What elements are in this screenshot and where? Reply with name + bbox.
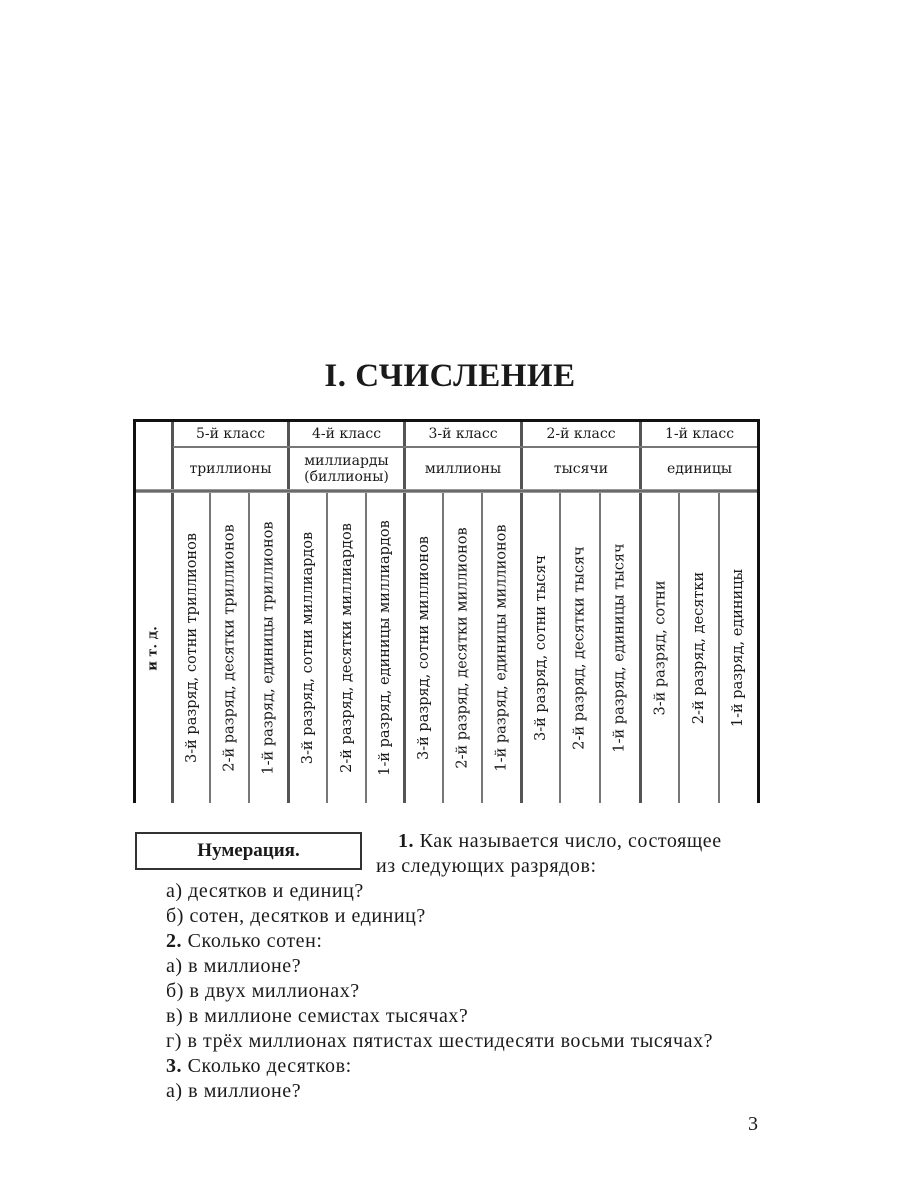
digit-cell (250, 493, 287, 803)
digit-cell (680, 493, 718, 803)
digit-cell (211, 493, 248, 803)
digit-cell (601, 493, 639, 803)
exercise-number: 3. (166, 1055, 183, 1077)
digit-label: 1-й разряд, единицы тысяч (612, 543, 629, 753)
digit-label: 2-й разряд, десятки триллионов (221, 524, 238, 772)
digit-cell (642, 493, 678, 803)
exercise-item: а) в миллионе? (166, 1080, 302, 1102)
etc-cell (136, 493, 171, 803)
digit-label: 1-й разряд, единицы миллионов (493, 524, 510, 772)
class-label: 2-й класс (546, 426, 616, 442)
class-name: миллионы (424, 460, 502, 477)
digit-label: 1-й разряд, единицы миллиардов (377, 520, 393, 776)
class-name-line: миллиарды (304, 452, 389, 469)
digit-label: 3-й разряд, сотни (652, 580, 669, 716)
exercise-item: а) десятков и единиц? (166, 880, 364, 902)
etc-label: и т. д. (146, 625, 161, 671)
class-name: единицы (666, 460, 733, 477)
exercise-3-line (166, 1055, 352, 1078)
digit-label: 3-й разряд, сотни тысяч (533, 554, 550, 742)
exercise-text: Сколько сотен: (187, 930, 323, 952)
exercise-item: б) сотен, десятков и единиц? (166, 905, 426, 927)
section-heading-box: Нумерация. (135, 832, 362, 870)
digit-label: 2-й разряд, десятки миллионов (454, 527, 471, 769)
chapter-title: I. СЧИСЛЕНИЕ (324, 358, 576, 394)
exercise-2-line (166, 930, 322, 953)
exercise-text: Как называется число, состоящее (419, 830, 722, 852)
class-name (290, 448, 403, 489)
class-label: 1-й класс (664, 426, 735, 442)
class-name: триллионы (189, 460, 272, 477)
digit-cell (444, 493, 481, 803)
digit-cell (483, 493, 520, 803)
exercise-1-line: из следующих разрядов: (376, 855, 597, 877)
digit-label: 3-й разряд, сотни триллионов (183, 533, 200, 763)
exercise-item: б) в двух миллионах? (166, 980, 360, 1002)
digit-label: 3-й разряд, сотни миллиардов (300, 531, 316, 765)
digit-cell (367, 493, 403, 803)
digit-label: 2-й разряд, десятки миллиардов (338, 523, 355, 773)
digit-cell (174, 493, 209, 803)
digit-label: 1-й разряд, единицы (730, 568, 747, 728)
digit-label: 2-й разряд, десятки тысяч (572, 546, 588, 750)
exercise-number: 2. (166, 930, 183, 952)
digit-cell (523, 493, 559, 803)
digit-cell (720, 493, 757, 803)
class-label: 5-й класс (195, 426, 266, 442)
class-name: тысячи (553, 460, 609, 477)
digit-cell (328, 493, 365, 803)
digit-cell (406, 493, 442, 803)
exercise-item: а) в миллионе? (166, 955, 302, 977)
exercise-1-line (398, 830, 722, 853)
exercise-item: в) в миллионе семистах тысячах? (166, 1005, 469, 1027)
class-label: 4-й класс (311, 426, 382, 442)
digit-label: 3-й разряд, сотни миллионов (416, 536, 432, 760)
digit-label: 1-й разряд, единицы триллионов (260, 521, 277, 775)
exercise-text: Сколько десятков: (187, 1055, 352, 1077)
digit-cell (561, 493, 599, 803)
table-border-right (757, 419, 760, 803)
class-label: 3-й класс (428, 426, 498, 442)
page-number: 3 (748, 1113, 758, 1135)
exercise-item: г) в трёх миллионах пятистах шестидесяти восьми тысячах? (166, 1030, 714, 1052)
digit-label: 2-й разряд, десятки (691, 571, 707, 725)
class-name-line: (биллионы) (304, 468, 389, 485)
digit-cell (290, 493, 326, 803)
exercise-number: 1. (398, 830, 415, 852)
place-value-table (133, 419, 760, 803)
